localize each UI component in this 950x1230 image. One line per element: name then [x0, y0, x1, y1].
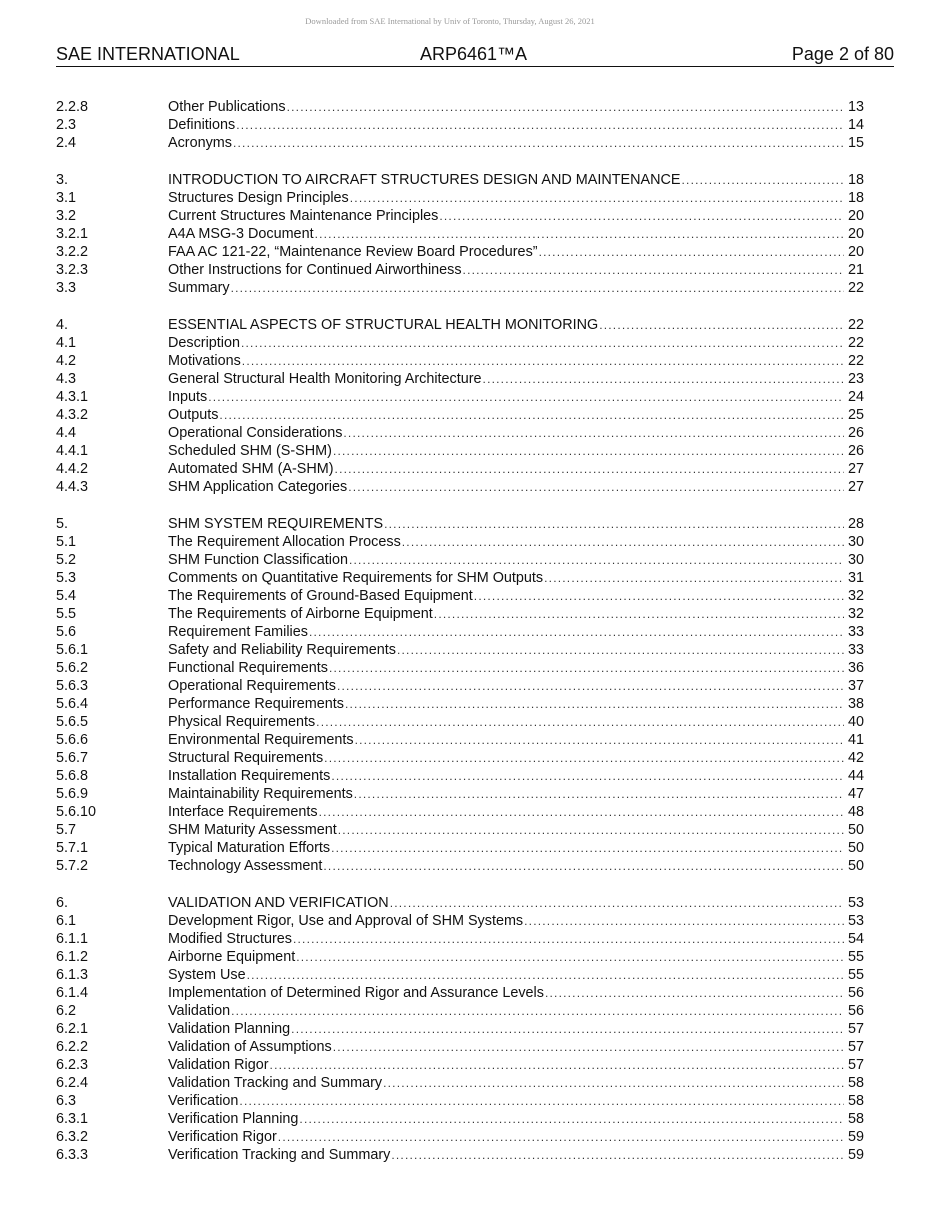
toc-entry[interactable] [56, 460, 864, 478]
toc-dot-leader [308, 623, 844, 641]
toc-section-title: VALIDATION AND VERIFICATION [168, 895, 389, 911]
toc-entry[interactable] [56, 695, 864, 713]
toc-section-number: 6.3.1 [56, 1111, 89, 1127]
toc-section-title: Summary [168, 280, 230, 296]
toc-section-number: 2.2.8 [56, 99, 89, 115]
toc-section-number: 6. [56, 895, 69, 911]
page-header [56, 44, 894, 67]
toc-section-title: The Requirements of Ground-Based Equipment [168, 588, 473, 604]
toc-section-number: 6.3 [56, 1093, 77, 1109]
toc-page-number: 32 [847, 606, 864, 622]
toc-section-title: The Requirements of Airborne Equipment [168, 606, 433, 622]
toc-dot-leader [342, 424, 844, 442]
toc-section-title: General Structural Health Monitoring Architecture [168, 371, 482, 387]
toc-section-title: Comments on Quantitative Requirements for SHM Outputs [168, 570, 544, 586]
toc-dot-leader [230, 279, 844, 297]
toc-entry[interactable] [56, 478, 864, 496]
toc-entry[interactable] [56, 442, 864, 460]
toc-section-number: 3.2.1 [56, 226, 89, 242]
toc-dot-leader [318, 803, 844, 821]
toc-dot-leader [207, 388, 844, 406]
toc-entry[interactable] [56, 551, 864, 569]
toc-entry[interactable] [56, 1056, 864, 1074]
toc-section-number: 2.3 [56, 117, 77, 133]
toc-section-title: SHM Function Classification [168, 552, 348, 568]
toc-dot-leader [323, 749, 844, 767]
toc-page-number: 25 [847, 407, 864, 423]
toc-section-title: SHM Maturity Assessment [168, 822, 337, 838]
toc-section-title: Interface Requirements [168, 804, 318, 820]
toc-page-number: 21 [847, 262, 864, 278]
toc-section-title: Typical Maturation Efforts [168, 840, 331, 856]
toc-section-number: 5.6.10 [56, 804, 97, 820]
toc-section-title: Validation [168, 1003, 231, 1019]
toc-section-number: 6.2.3 [56, 1057, 89, 1073]
toc-entry[interactable] [56, 930, 864, 948]
toc-dot-leader [353, 785, 844, 803]
toc-section-title: INTRODUCTION TO AIRCRAFT STRUCTURES DESIGN AND MAINTENANCE [168, 172, 681, 188]
toc-section-number: 4.3.2 [56, 407, 89, 423]
toc-page-number: 26 [847, 425, 864, 441]
toc-section-number: 5. [56, 516, 69, 532]
toc-entry[interactable] [56, 388, 864, 406]
toc-page-number: 20 [847, 208, 864, 224]
toc-section-number: 4.4.2 [56, 461, 89, 477]
toc-section-number: 4.2 [56, 353, 77, 369]
toc-entry[interactable] [56, 1128, 864, 1146]
toc-section-title: Definitions [168, 117, 236, 133]
toc-section-title: Validation Planning [168, 1021, 291, 1037]
toc-section-title: Acronyms [168, 135, 232, 151]
toc-entry[interactable] [56, 533, 864, 551]
toc-entry[interactable] [56, 316, 864, 334]
toc-section-title: Physical Requirements [168, 714, 316, 730]
toc-entry[interactable] [56, 966, 864, 984]
toc-dot-leader [246, 966, 844, 984]
toc-section-title: Structures Design Principles [168, 190, 349, 206]
toc-page-number: 20 [847, 244, 864, 260]
toc-section-number: 5.7.2 [56, 858, 89, 874]
toc-page-number: 38 [847, 696, 864, 712]
toc-dot-leader [314, 225, 844, 243]
toc-section-number: 3.1 [56, 190, 77, 206]
toc-section-title: The Requirement Allocation Process [168, 534, 401, 550]
toc-section-number: 3.2 [56, 208, 77, 224]
toc-dot-leader [218, 406, 844, 424]
toc-page-number: 50 [847, 822, 864, 838]
toc-section-number: 5.7.1 [56, 840, 89, 856]
toc-section-title: Verification Rigor [168, 1129, 277, 1145]
toc-section-number: 5.6.4 [56, 696, 89, 712]
toc-dot-leader [337, 821, 844, 839]
toc-entry[interactable] [56, 677, 864, 695]
toc-page-number: 41 [847, 732, 864, 748]
toc-section-number: 4.3 [56, 371, 77, 387]
toc-page-number: 53 [847, 913, 864, 929]
toc-section-title: Motivations [168, 353, 241, 369]
toc-page-number: 24 [847, 389, 864, 405]
toc-dot-leader [543, 569, 844, 587]
toc-section-number: 6.3.2 [56, 1129, 89, 1145]
toc-dot-leader [315, 713, 844, 731]
toc-entry[interactable] [56, 894, 864, 912]
toc-section-number: 6.3.3 [56, 1147, 89, 1163]
toc-dot-leader [438, 207, 844, 225]
toc-section-number: 3.3 [56, 280, 77, 296]
toc-page-number: 27 [847, 479, 864, 495]
toc-dot-leader [235, 116, 844, 134]
toc-entry[interactable] [56, 134, 864, 152]
toc-section-number: 5.6.9 [56, 786, 89, 802]
toc-section-title: Other Instructions for Continued Airworthiness [168, 262, 462, 278]
toc-entry[interactable] [56, 515, 864, 533]
toc-entry[interactable] [56, 605, 864, 623]
toc-section-number: 6.2.2 [56, 1039, 89, 1055]
publisher-name: SAE INTERNATIONAL [56, 44, 240, 64]
toc-page-number: 55 [847, 967, 864, 983]
toc-dot-leader [330, 839, 844, 857]
toc-section-title: ESSENTIAL ASPECTS OF STRUCTURAL HEALTH MONITORING [168, 317, 599, 333]
toc-entry[interactable] [56, 839, 864, 857]
toc-section-title: Airborne Equipment [168, 949, 296, 965]
toc-section-title: A4A MSG-3 Document [168, 226, 314, 242]
toc-section-title: Verification [168, 1093, 239, 1109]
toc-section-title: Validation Tracking and Summary [168, 1075, 383, 1091]
toc-section-number: 6.1.2 [56, 949, 89, 965]
toc-section-title: Current Structures Maintenance Principles [168, 208, 439, 224]
toc-page-number: 28 [847, 516, 864, 532]
toc-dot-leader [241, 352, 844, 370]
toc-section-title: Environmental Requirements [168, 732, 354, 748]
toc-section-number: 3. [56, 172, 69, 188]
toc-page-number: 44 [847, 768, 864, 784]
toc-dot-leader [322, 857, 844, 875]
toc-section-number: 4.4 [56, 425, 77, 441]
toc-dot-leader [290, 1020, 844, 1038]
toc-entry[interactable] [56, 116, 864, 134]
toc-page-number: 42 [847, 750, 864, 766]
toc-entry[interactable] [56, 641, 864, 659]
toc-section-number: 4. [56, 317, 69, 333]
toc-page-number: 15 [847, 135, 864, 151]
toc-page-number: 32 [847, 588, 864, 604]
page-number: Page 2 of 80 [791, 44, 894, 64]
toc-dot-leader [344, 695, 844, 713]
toc-entry[interactable] [56, 207, 864, 225]
toc-section-number: 6.1 [56, 913, 77, 929]
toc-section-title: Inputs [168, 389, 208, 405]
toc-page-number: 50 [847, 840, 864, 856]
toc-page-number: 59 [847, 1129, 864, 1145]
toc-page-number: 36 [847, 660, 864, 676]
toc-section-number: 5.6.8 [56, 768, 89, 784]
toc-section-number: 5.3 [56, 570, 77, 586]
toc-dot-leader [334, 460, 844, 478]
download-watermark: Downloaded from SAE International by Univ of Toronto, Thursday, August 26, 2021 [305, 16, 595, 26]
toc-page-number: 22 [847, 353, 864, 369]
toc-page-number: 56 [847, 985, 864, 1001]
toc-page-number: 37 [847, 678, 864, 694]
toc-section-number: 4.1 [56, 335, 77, 351]
toc-entry[interactable] [56, 1002, 864, 1020]
toc-section-title: Description [168, 335, 240, 351]
toc-dot-leader [390, 1146, 844, 1164]
table-of-contents [56, 98, 864, 1164]
toc-entry[interactable] [56, 406, 864, 424]
toc-section-number: 6.2.1 [56, 1021, 89, 1037]
toc-page-number: 31 [847, 570, 864, 586]
toc-page-number: 54 [847, 931, 864, 947]
toc-page-number: 18 [847, 190, 864, 206]
toc-dot-leader [286, 98, 844, 116]
toc-dot-leader [332, 1038, 844, 1056]
toc-dot-leader [544, 984, 844, 1002]
toc-entry[interactable] [56, 334, 864, 352]
toc-dot-leader [232, 134, 844, 152]
toc-section-title: Validation of Assumptions [168, 1039, 332, 1055]
toc-page-number: 53 [847, 895, 864, 911]
toc-section-number: 6.2 [56, 1003, 77, 1019]
toc-section-number: 6.1.3 [56, 967, 89, 983]
toc-section-number: 6.1.1 [56, 931, 89, 947]
toc-section-number: 4.4.1 [56, 443, 89, 459]
toc-entry[interactable] [56, 225, 864, 243]
toc-dot-leader [277, 1128, 844, 1146]
toc-dot-leader [473, 587, 844, 605]
toc-page-number: 57 [847, 1057, 864, 1073]
toc-section-title: Verification Tracking and Summary [168, 1147, 391, 1163]
toc-section-number: 6.1.4 [56, 985, 89, 1001]
toc-section-number: 4.4.3 [56, 479, 89, 495]
toc-section-title: Development Rigor, Use and Approval of SHM Systems [168, 913, 524, 929]
toc-entry[interactable] [56, 713, 864, 731]
toc-entry[interactable] [56, 857, 864, 875]
toc-page-number: 22 [847, 280, 864, 296]
toc-entry[interactable] [56, 1092, 864, 1110]
toc-section-title: Verification Planning [168, 1111, 299, 1127]
toc-entry[interactable] [56, 243, 864, 261]
toc-dot-leader [349, 189, 844, 207]
toc-dot-leader [230, 1002, 844, 1020]
toc-page-number: 57 [847, 1021, 864, 1037]
toc-dot-leader [383, 515, 844, 533]
toc-section-title: Functional Requirements [168, 660, 328, 676]
toc-dot-leader [523, 912, 844, 930]
toc-page-number: 18 [847, 172, 864, 188]
toc-section-number: 5.6.7 [56, 750, 89, 766]
toc-section-title: Validation Rigor [168, 1057, 269, 1073]
toc-entry[interactable] [56, 984, 864, 1002]
toc-entry[interactable] [56, 912, 864, 930]
toc-section-number: 5.7 [56, 822, 77, 838]
toc-entry[interactable] [56, 587, 864, 605]
toc-section-number: 5.6.5 [56, 714, 89, 730]
toc-section-number: 5.6.2 [56, 660, 89, 676]
toc-page-number: 22 [847, 317, 864, 333]
document-number: ARP6461™A [420, 44, 528, 64]
toc-entry[interactable] [56, 1146, 864, 1164]
toc-page-number: 59 [847, 1147, 864, 1163]
toc-page-number: 58 [847, 1111, 864, 1127]
toc-dot-leader [433, 605, 844, 623]
toc-page-number: 30 [847, 552, 864, 568]
toc-entry[interactable] [56, 424, 864, 442]
toc-section-title: Technology Assessment [168, 858, 323, 874]
toc-dot-leader [482, 370, 844, 388]
toc-section-number: 5.5 [56, 606, 77, 622]
toc-entry[interactable] [56, 98, 864, 116]
toc-section-title: Structural Requirements [168, 750, 324, 766]
toc-dot-leader [598, 316, 844, 334]
toc-entry[interactable] [56, 785, 864, 803]
toc-section-title: Operational Requirements [168, 678, 336, 694]
toc-page-number: 47 [847, 786, 864, 802]
toc-section-title: Requirement Families [168, 624, 308, 640]
toc-page-number: 14 [847, 117, 864, 133]
toc-dot-leader [332, 442, 844, 460]
toc-section-number: 5.6 [56, 624, 77, 640]
toc-page-number: 58 [847, 1075, 864, 1091]
toc-section-title: Maintainability Requirements [168, 786, 353, 802]
toc-page-number: 26 [847, 443, 864, 459]
toc-section-number: 5.6.6 [56, 732, 89, 748]
toc-page-number: 57 [847, 1039, 864, 1055]
toc-dot-leader [348, 551, 844, 569]
toc-page-number: 58 [847, 1093, 864, 1109]
toc-entry[interactable] [56, 659, 864, 677]
toc-section-number: 5.6.1 [56, 642, 89, 658]
toc-entry[interactable] [56, 749, 864, 767]
toc-dot-leader [298, 1110, 844, 1128]
toc-section-title: Performance Requirements [168, 696, 344, 712]
toc-section-title: SHM SYSTEM REQUIREMENTS [168, 516, 384, 532]
toc-entry[interactable] [56, 731, 864, 749]
toc-dot-leader [354, 731, 844, 749]
toc-entry[interactable] [56, 370, 864, 388]
toc-entry[interactable] [56, 352, 864, 370]
toc-page-number: 33 [847, 624, 864, 640]
toc-entry[interactable] [56, 1074, 864, 1092]
toc-dot-leader [401, 533, 844, 551]
toc-page-number: 13 [847, 99, 864, 115]
toc-section-title: Implementation of Determined Rigor and Assurance Levels [168, 985, 544, 1001]
toc-dot-leader [295, 948, 844, 966]
toc-section-number: 5.1 [56, 534, 77, 550]
toc-section-number: 5.2 [56, 552, 77, 568]
toc-page-number: 50 [847, 858, 864, 874]
toc-entry[interactable] [56, 1038, 864, 1056]
toc-entry[interactable] [56, 279, 864, 297]
toc-page-number: 33 [847, 642, 864, 658]
toc-page-number: 55 [847, 949, 864, 965]
toc-section-title: Automated SHM (A-SHM) [168, 461, 334, 477]
toc-section-number: 2.4 [56, 135, 77, 151]
toc-entry[interactable] [56, 1020, 864, 1038]
toc-page-number: 23 [847, 371, 864, 387]
toc-entry[interactable] [56, 821, 864, 839]
toc-page-number: 40 [847, 714, 864, 730]
toc-entry[interactable] [56, 1110, 864, 1128]
toc-page-number: 22 [847, 335, 864, 351]
toc-page-number: 27 [847, 461, 864, 477]
toc-dot-leader [347, 478, 844, 496]
toc-section-title: Modified Structures [168, 931, 292, 947]
toc-section-number: 3.2.2 [56, 244, 89, 260]
toc-dot-leader [240, 334, 844, 352]
toc-entry[interactable] [56, 767, 864, 785]
toc-section-number: 5.4 [56, 588, 77, 604]
toc-section-number: 4.3.1 [56, 389, 89, 405]
toc-dot-leader [382, 1074, 844, 1092]
toc-dot-leader [330, 767, 844, 785]
toc-dot-leader [328, 659, 844, 677]
toc-dot-leader [538, 243, 844, 261]
toc-section-title: Scheduled SHM (S-SHM) [168, 443, 332, 459]
toc-section-number: 6.2.4 [56, 1075, 89, 1091]
toc-section-title: Outputs [168, 407, 219, 423]
toc-section-title: System Use [168, 967, 246, 983]
toc-section-title: Safety and Reliability Requirements [168, 642, 396, 658]
toc-page-number: 30 [847, 534, 864, 550]
toc-section-number: 3.2.3 [56, 262, 89, 278]
toc-entry[interactable] [56, 261, 864, 279]
toc-page-number: 20 [847, 226, 864, 242]
toc-dot-leader [462, 261, 844, 279]
toc-page-number: 56 [847, 1003, 864, 1019]
toc-section-title: Other Publications [168, 99, 286, 115]
toc-dot-leader [269, 1056, 844, 1074]
toc-section-title: Installation Requirements [168, 768, 331, 784]
toc-entry[interactable] [56, 189, 864, 207]
toc-section-title: Operational Considerations [168, 425, 343, 441]
toc-dot-leader [681, 171, 844, 189]
toc-entry[interactable] [56, 171, 864, 189]
toc-dot-leader [336, 677, 844, 695]
toc-entry[interactable] [56, 569, 864, 587]
toc-dot-leader [389, 894, 844, 912]
toc-dot-leader [238, 1092, 844, 1110]
toc-section-number: 5.6.3 [56, 678, 89, 694]
toc-section-title: FAA AC 121-22, “Maintenance Review Board Procedures” [168, 244, 538, 260]
toc-dot-leader [292, 930, 844, 948]
toc-entry[interactable] [56, 803, 864, 821]
toc-entry[interactable] [56, 623, 864, 641]
toc-section-title: SHM Application Categories [168, 479, 348, 495]
toc-dot-leader [396, 641, 844, 659]
toc-entry[interactable] [56, 948, 864, 966]
toc-page-number: 48 [847, 804, 864, 820]
